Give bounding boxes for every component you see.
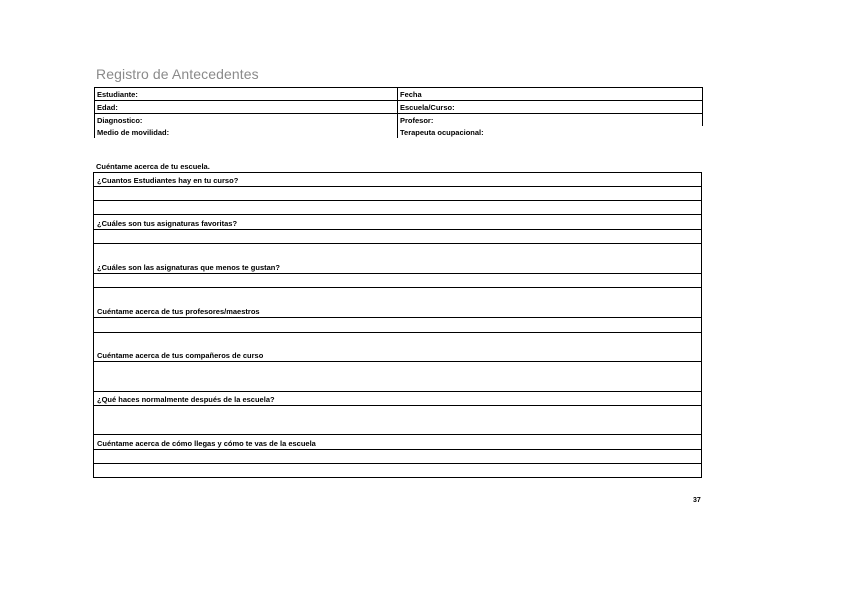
answer-row [94, 187, 702, 201]
question-label: Cuéntame acerca de tus compañeros de curso [94, 333, 702, 362]
answer-row [94, 230, 702, 244]
answer-line[interactable] [94, 201, 702, 215]
question-row [94, 435, 702, 450]
answer-line[interactable] [94, 464, 702, 478]
answer-line[interactable] [94, 274, 702, 288]
question-row [94, 244, 702, 274]
question-label: Cuéntame acerca de cómo llegas y cómo te vas de la escuela [94, 435, 702, 450]
section-intro: Cuéntame acerca de tu escuela. [96, 162, 210, 171]
school-course-field[interactable]: Escuela/Curso: [398, 101, 703, 114]
answer-line[interactable] [94, 230, 702, 244]
answer-row [94, 464, 702, 478]
answer-row [94, 406, 702, 435]
question-label: ¿Cuáles son las asignaturas que menos te gustan? [94, 244, 702, 274]
answer-line[interactable] [94, 450, 702, 464]
question-label: Cuéntame acerca de tus profesores/maestros [94, 288, 702, 318]
diagnosis-row [95, 114, 703, 127]
answer-row [94, 274, 702, 288]
question-row [94, 173, 702, 187]
page-number: 37 [693, 497, 701, 504]
mobility-row [95, 126, 703, 138]
occupational-therapist-field[interactable]: Terapeuta ocupacional: [398, 126, 703, 138]
answer-line[interactable] [94, 318, 702, 333]
question-row [94, 215, 702, 230]
question-label: ¿Cuáles son tus asignaturas favoritas? [94, 215, 702, 230]
teacher-field[interactable]: Profesor: [398, 114, 703, 127]
answer-row [94, 362, 702, 392]
question-row [94, 288, 702, 318]
answer-line[interactable] [94, 406, 702, 435]
answer-row [94, 450, 702, 464]
question-row [94, 392, 702, 406]
age-row [95, 101, 703, 114]
question-label: ¿Qué haces normalmente después de la escuela? [94, 392, 702, 406]
student-row [95, 88, 703, 101]
age-field[interactable]: Edad: [95, 101, 398, 114]
questions-table [93, 172, 702, 478]
student-field[interactable]: Estudiante: [95, 88, 398, 101]
answer-row [94, 318, 702, 333]
student-info-table [94, 87, 703, 138]
mobility-field[interactable]: Medio de movilidad: [95, 126, 398, 138]
answer-row [94, 201, 702, 215]
page-title: Registro de Antecedentes [96, 66, 259, 82]
question-label: ¿Cuantos Estudiantes hay en tu curso? [94, 173, 702, 187]
diagnosis-field[interactable]: Diagnostico: [95, 114, 398, 127]
answer-line[interactable] [94, 362, 702, 392]
question-row [94, 333, 702, 362]
answer-line[interactable] [94, 187, 702, 201]
date-field[interactable]: Fecha [398, 88, 703, 101]
